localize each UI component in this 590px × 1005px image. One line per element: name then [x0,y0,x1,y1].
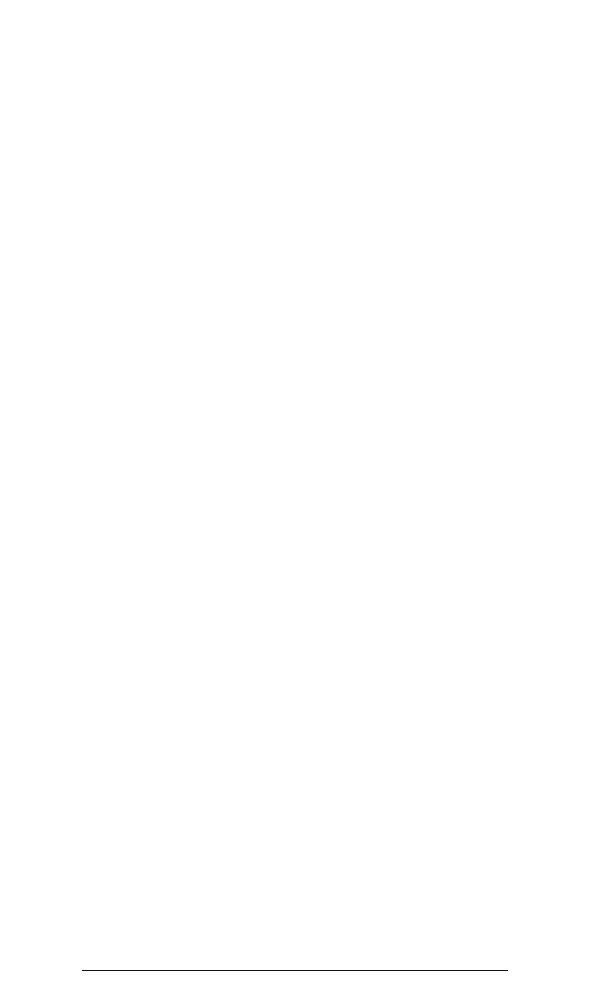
citation [12,434,530,458]
closing-line [12,979,578,1005]
heading-underline [82,970,508,971]
paragraph-3 [12,366,578,392]
paragraph-5 [12,612,578,690]
quote-1 [12,400,554,426]
quote-2 [12,578,554,604]
section-heading [12,928,578,962]
paragraph-2 [12,228,578,358]
paragraph-4 [12,466,578,570]
paragraph-6 [12,698,578,854]
paragraph-7 [12,862,578,914]
paragraph-1 [12,12,578,220]
